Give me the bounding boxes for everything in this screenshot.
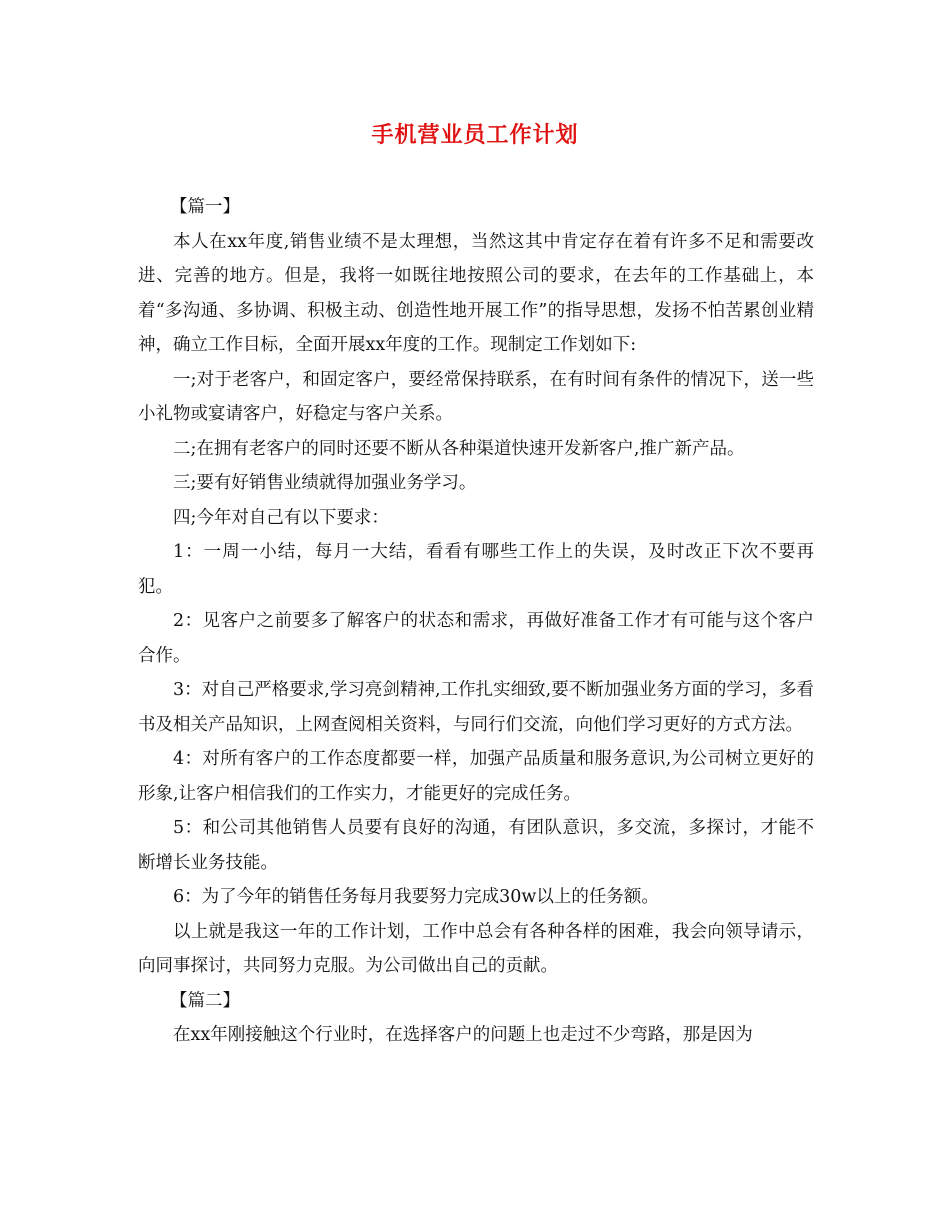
paragraph: 三;要有好销售业绩就得加强业务学习。 bbox=[173, 473, 477, 493]
paragraph: 本人在xx年度,销售业绩不是太理想，当然这其中肯定存在着有许多不足和需要改进、完善的地方。但是，我将一如既往地按照公司的要求，在去年的工作基础上，本着“多沟通、多协调、积极主动、创造性地开展工作”的指导思想，发扬不怕苦累创业精神，确立工作目标，全面开展xx年度的工作。现制定工作划如下: bbox=[138, 231, 814, 355]
section-heading-1: 【篇一】 bbox=[170, 197, 240, 217]
paragraph: 6：为了今年的销售任务每月我要努力完成30w以上的任务额。 bbox=[173, 887, 659, 907]
paragraph: 2：见客户之前要多了解客户的状态和需求，再做好准备工作才有可能与这个客户合作。 bbox=[138, 611, 814, 666]
document-title: 手机营业员工作计划 bbox=[371, 122, 579, 148]
section-heading-2: 【篇二】 bbox=[170, 990, 240, 1011]
paragraph: 二;在拥有老客户的同时还要不断从各种渠道快速开发新客户,推广新产品。 bbox=[173, 438, 745, 459]
paragraph: 以上就是我这一年的工作计划，工作中总会有各种各样的困难，我会向领导请示，向同事探讨，共同努力克服。为公司做出自己的贡献。 bbox=[138, 921, 814, 976]
paragraph: 在xx年刚接触这个行业时，在选择客户的问题上也走过不少弯路，那是因为 bbox=[173, 1025, 753, 1045]
paragraph: 3：对自己严格要求,学习亮剑精神,工作扎实细致,要不断加强业务方面的学习，多看书及相关产品知识，上网查阅相关资料，与同行们交流，向他们学习更好的方式方法。 bbox=[138, 680, 814, 735]
document-body bbox=[138, 190, 814, 1053]
paragraph: 一;对于老客户，和固定客户，要经常保持联系，在有时间有条件的情况下，送一些小礼物或宴请客户，好稳定与客户关系。 bbox=[138, 369, 814, 424]
paragraph: 四;今年对自己有以下要求： bbox=[173, 507, 389, 528]
paragraph: 4：对所有客户的工作态度都要一样，加强产品质量和服务意识,为公司树立更好的形象,让客户相信我们的工作实力，才能更好的完成任务。 bbox=[138, 749, 814, 804]
paragraph: 5：和公司其他销售人员要有良好的沟通，有团队意识，多交流，多探讨，才能不断增长业务技能。 bbox=[138, 818, 814, 873]
paragraph: 1：一周一小结，每月一大结，看看有哪些工作上的失误，及时改正下次不要再犯。 bbox=[138, 542, 814, 597]
